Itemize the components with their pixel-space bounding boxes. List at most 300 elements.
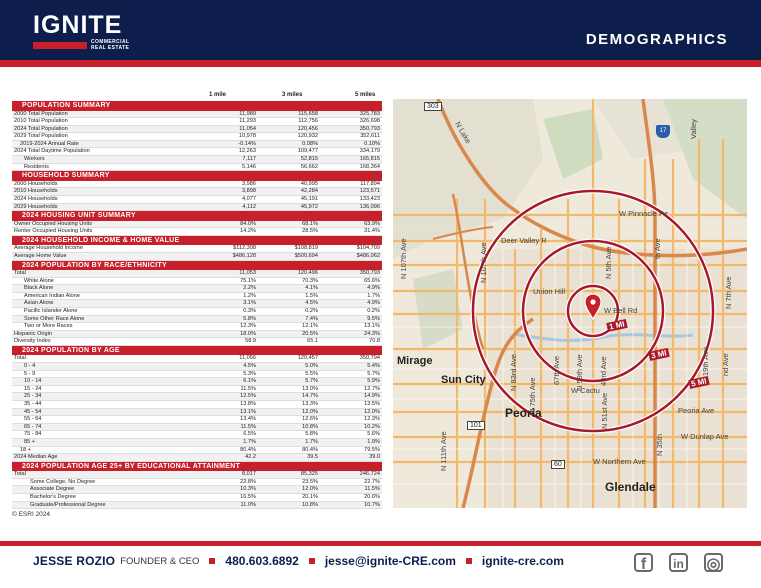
row-value: 56,662 bbox=[258, 163, 320, 171]
social-links bbox=[634, 553, 723, 572]
row-label: 2000 Total Population bbox=[12, 111, 196, 118]
section-title: HOUSEHOLD SUMMARY bbox=[12, 171, 382, 181]
map-city-mirage: Mirage bbox=[397, 355, 433, 367]
row-value: 2.2% bbox=[196, 285, 258, 293]
row-value: 39.0 bbox=[320, 454, 382, 462]
row-label: Pacific Islander Alone bbox=[12, 307, 196, 315]
row-value: 16.5% bbox=[196, 494, 258, 502]
row-value: 120,457 bbox=[258, 355, 320, 362]
row-value: -0.14% bbox=[196, 140, 258, 148]
row-value: 123,571 bbox=[320, 188, 382, 196]
row-value: 70.8 bbox=[320, 338, 382, 346]
column-header-1-mile: 1 mile bbox=[209, 92, 227, 98]
separator-square-icon bbox=[209, 558, 215, 564]
section-header bbox=[12, 461, 382, 471]
agent-name: JESSE ROZIO bbox=[33, 554, 116, 568]
table-row bbox=[12, 111, 382, 118]
row-value: 11,054 bbox=[196, 125, 258, 133]
row-value: 334,179 bbox=[320, 148, 382, 156]
table-row bbox=[12, 423, 382, 431]
row-value: 7.4% bbox=[258, 315, 320, 323]
row-label: 15 - 24 bbox=[12, 385, 196, 393]
row-label: Black Alone bbox=[12, 285, 196, 293]
row-value: 4,112 bbox=[196, 203, 258, 211]
table-row bbox=[12, 125, 382, 133]
row-label: 5 - 9 bbox=[12, 370, 196, 378]
row-label: Hispanic Origin bbox=[12, 330, 196, 338]
row-label: 10 - 14 bbox=[12, 378, 196, 386]
table-row bbox=[12, 245, 382, 252]
row-value: 11,056 bbox=[196, 355, 258, 362]
ring-label-3-miles: 3 MI bbox=[650, 348, 668, 361]
row-value: 136,096 bbox=[320, 203, 382, 211]
row-value: 13.1% bbox=[320, 323, 382, 331]
table-row bbox=[12, 370, 382, 378]
row-label: 25 - 34 bbox=[12, 393, 196, 401]
row-value: 79.5% bbox=[320, 446, 382, 454]
table-row bbox=[12, 188, 382, 196]
route-60-shield: 60 bbox=[551, 460, 565, 469]
page-title: DEMOGRAPHICS bbox=[585, 31, 728, 48]
row-value: 22.7% bbox=[320, 478, 382, 486]
table-row bbox=[12, 478, 382, 486]
row-value: 5.9% bbox=[320, 378, 382, 386]
map-city-peoria: Peoria bbox=[505, 406, 542, 420]
row-value: 20.1% bbox=[258, 494, 320, 502]
row-value: 5.6% bbox=[320, 431, 382, 439]
table-row bbox=[12, 203, 382, 211]
row-value: 1.5% bbox=[258, 292, 320, 300]
section-title: 2024 HOUSEHOLD INCOME & HOME VALUE bbox=[12, 235, 382, 245]
table-row bbox=[12, 300, 382, 308]
ring-label-5-miles: 5 MI bbox=[690, 376, 708, 389]
table-row bbox=[12, 401, 382, 409]
row-value: 40,995 bbox=[258, 181, 320, 188]
row-value: 115,658 bbox=[258, 111, 320, 118]
row-value: 12.0% bbox=[258, 486, 320, 494]
row-label: 2010 Households bbox=[12, 188, 196, 196]
row-value: 13.3% bbox=[258, 401, 320, 409]
row-label: Some Other Race Alone bbox=[12, 315, 196, 323]
row-value: 8,017 bbox=[196, 471, 258, 478]
row-value: 14.2% bbox=[196, 228, 258, 236]
row-value: 0.3% bbox=[196, 307, 258, 315]
map-label-5th: N 5th Ave bbox=[604, 246, 613, 279]
section-header bbox=[12, 171, 382, 181]
row-label: Residents bbox=[12, 163, 196, 171]
website-link[interactable]: ignite-cre.com bbox=[481, 554, 564, 568]
section-header bbox=[12, 235, 382, 245]
table-row bbox=[12, 446, 382, 454]
row-value: 10.7% bbox=[320, 501, 382, 509]
row-value: 11.0% bbox=[196, 501, 258, 509]
row-label: 2029 Total Population bbox=[12, 133, 196, 141]
ignite-logo bbox=[33, 11, 130, 51]
table-row bbox=[12, 408, 382, 416]
row-value: 1.2% bbox=[196, 292, 258, 300]
row-label: Graduate/Professional Degree bbox=[12, 501, 196, 509]
table-row bbox=[12, 393, 382, 401]
table-row bbox=[12, 431, 382, 439]
row-value: 14.7% bbox=[258, 393, 320, 401]
map-label-19th: 19th Ave bbox=[701, 346, 710, 376]
row-label: Some College, No Degree bbox=[12, 478, 196, 486]
section-title: 2024 POPULATION BY AGE bbox=[12, 345, 382, 355]
row-label: American Indian Alone bbox=[12, 292, 196, 300]
row-label: 75 - 84 bbox=[12, 431, 196, 439]
row-value: 13.8% bbox=[196, 401, 258, 409]
table-row bbox=[12, 486, 382, 494]
row-value: 4,077 bbox=[196, 195, 258, 203]
table-row bbox=[12, 454, 382, 462]
table-row bbox=[12, 338, 382, 346]
row-label: Owner Occupied Housing Units bbox=[12, 221, 196, 228]
table-row bbox=[12, 270, 382, 277]
row-label: Bachelor's Degree bbox=[12, 494, 196, 502]
row-value: 28.5% bbox=[258, 228, 320, 236]
row-value: 1.7% bbox=[320, 292, 382, 300]
map-label-43rd: 43rd Ave bbox=[599, 356, 608, 386]
map-label-northern: W Northern Ave bbox=[593, 457, 646, 466]
row-value: 65.6% bbox=[320, 277, 382, 285]
row-label: 2024 Median Age bbox=[12, 454, 196, 462]
section-title: 2024 POPULATION AGE 25+ BY EDUCATIONAL ATTAINMENT bbox=[12, 461, 382, 471]
table-row bbox=[12, 277, 382, 285]
row-value: 3.1% bbox=[196, 300, 258, 308]
row-value: 42.2 bbox=[196, 454, 258, 462]
row-value: 120,456 bbox=[258, 125, 320, 133]
row-value: 11.5% bbox=[196, 423, 258, 431]
section-title: 2024 HOUSING UNIT SUMMARY bbox=[12, 211, 382, 221]
footer-accent-bar bbox=[0, 541, 761, 546]
row-value: 168,364 bbox=[320, 163, 382, 171]
row-value: 11.5% bbox=[196, 385, 258, 393]
row-value: 4.9% bbox=[320, 285, 382, 293]
row-value: 325,783 bbox=[320, 111, 382, 118]
table-row bbox=[12, 323, 382, 331]
row-value: 42,284 bbox=[258, 188, 320, 196]
map-label-cactus: W Cactu bbox=[571, 386, 600, 395]
map-label-valley: Valley bbox=[689, 119, 698, 139]
row-value: $104,709 bbox=[320, 245, 382, 252]
row-label: Associate Degree bbox=[12, 486, 196, 494]
row-value: 5.3% bbox=[196, 370, 258, 378]
row-label: 2010 Total Population bbox=[12, 118, 196, 126]
row-label: 2024 Total Population bbox=[12, 125, 196, 133]
row-label: Renter Occupied Housing Units bbox=[12, 228, 196, 236]
row-value: $486,128 bbox=[196, 252, 258, 260]
row-value: 52,815 bbox=[258, 156, 320, 164]
row-value: 5.8% bbox=[258, 431, 320, 439]
table-row bbox=[12, 195, 382, 203]
row-value: 112,756 bbox=[258, 118, 320, 126]
phone-number[interactable]: 480.603.6892 bbox=[225, 554, 299, 568]
row-value: 10.8% bbox=[258, 423, 320, 431]
row-value: 246,724 bbox=[320, 471, 382, 478]
logo-word: IGNITE bbox=[33, 11, 123, 39]
ring-label-1-mile: 1 MI bbox=[608, 319, 626, 332]
map-label-pinnacle: W Pinnacle Pe bbox=[619, 209, 669, 218]
row-value: 1.9% bbox=[320, 438, 382, 446]
row-label: Total bbox=[12, 355, 196, 362]
row-value: 352,611 bbox=[320, 133, 382, 141]
row-value: 5.7% bbox=[320, 370, 382, 378]
row-label: 55 - 64 bbox=[12, 416, 196, 424]
row-label: Total bbox=[12, 270, 196, 277]
row-value: 80.4% bbox=[196, 446, 258, 454]
section-title: POPULATION SUMMARY bbox=[12, 101, 382, 111]
map-label-peoria-ave: Peoria Ave bbox=[678, 406, 715, 415]
map-label-35th: N 35th bbox=[655, 433, 664, 456]
table-row bbox=[12, 416, 382, 424]
row-value: 12.7% bbox=[320, 385, 382, 393]
row-value: 0.08% bbox=[258, 140, 320, 148]
row-value: 4.5% bbox=[196, 363, 258, 371]
map-label-dunlap: W Dunlap Ave bbox=[681, 432, 729, 441]
row-value: 70.3% bbox=[258, 277, 320, 285]
row-value: 58.9 bbox=[196, 338, 258, 346]
table-row bbox=[12, 148, 382, 156]
row-value: 10,978 bbox=[196, 133, 258, 141]
instagram-icon[interactable]: ◎ bbox=[704, 553, 723, 572]
row-value: 5.5% bbox=[258, 370, 320, 378]
map-city-sun-city: Sun City bbox=[441, 374, 486, 386]
row-value: 39.5 bbox=[258, 454, 320, 462]
row-value: 20.5% bbox=[258, 330, 320, 338]
row-value: 5,146 bbox=[196, 163, 258, 171]
row-label: Total bbox=[12, 471, 196, 478]
row-value: 0.10% bbox=[320, 140, 382, 148]
table-row bbox=[12, 355, 382, 362]
row-value: 13.0% bbox=[258, 385, 320, 393]
row-value: 9.5% bbox=[320, 315, 382, 323]
row-value: 45,191 bbox=[258, 195, 320, 203]
row-value: 12.0% bbox=[258, 408, 320, 416]
section-header bbox=[12, 345, 382, 355]
separator-square-icon bbox=[309, 558, 315, 564]
row-label: 0 - 4 bbox=[12, 363, 196, 371]
section-header bbox=[12, 260, 382, 270]
row-value: $112,308 bbox=[196, 245, 258, 252]
row-value: 120,932 bbox=[258, 133, 320, 141]
row-value: 1.7% bbox=[196, 438, 258, 446]
row-value: 11,989 bbox=[196, 111, 258, 118]
row-label: 2029 Households bbox=[12, 203, 196, 211]
row-value: 45,972 bbox=[258, 203, 320, 211]
row-label: 85 + bbox=[12, 438, 196, 446]
row-value: 11,293 bbox=[196, 118, 258, 126]
table-row bbox=[12, 181, 382, 188]
row-value: 165,815 bbox=[320, 156, 382, 164]
table-row bbox=[12, 252, 382, 260]
row-label: Average Home Value bbox=[12, 252, 196, 260]
table-row bbox=[12, 385, 382, 393]
map-label-nd-ave: nd Ave bbox=[721, 353, 730, 376]
map-label-bell-rd: W Bell Rd bbox=[604, 306, 638, 315]
row-value: 10.3% bbox=[196, 486, 258, 494]
header-accent-bar bbox=[0, 60, 761, 67]
row-value: 3,898 bbox=[196, 188, 258, 196]
facebook-icon[interactable]: f bbox=[634, 553, 653, 572]
row-value: 12.6% bbox=[258, 416, 320, 424]
row-label: Average Household Income bbox=[12, 245, 196, 252]
map-label-111th: N 111th Ave bbox=[439, 431, 448, 471]
row-value: 10.8% bbox=[258, 501, 320, 509]
row-value: 350,793 bbox=[320, 270, 382, 277]
row-value: 326,698 bbox=[320, 118, 382, 126]
table-row bbox=[12, 307, 382, 315]
map-label-union-hills: Union Hill bbox=[533, 287, 566, 296]
row-value: 4.1% bbox=[258, 285, 320, 293]
agent-role: FOUNDER & CEO bbox=[120, 555, 200, 567]
separator-square-icon bbox=[466, 558, 472, 564]
row-value: 4.9% bbox=[320, 300, 382, 308]
row-value: 120,496 bbox=[258, 270, 320, 277]
route-303-shield: 303 bbox=[424, 102, 442, 111]
row-value: 75.1% bbox=[196, 277, 258, 285]
row-value: $108,819 bbox=[258, 245, 320, 252]
row-value: 65.1 bbox=[258, 338, 320, 346]
row-value: 12.0% bbox=[320, 408, 382, 416]
table-row bbox=[12, 221, 382, 228]
map-label-83rd: N 83rd Ave bbox=[509, 354, 518, 391]
row-value: 31.4% bbox=[320, 228, 382, 236]
row-label: 2024 Households bbox=[12, 195, 196, 203]
map-label-75th: N 75th Ave bbox=[528, 377, 537, 414]
row-label: Two or More Races bbox=[12, 323, 196, 331]
table-row bbox=[12, 156, 382, 164]
table-row bbox=[12, 363, 382, 371]
row-label: White Alone bbox=[12, 277, 196, 285]
email-link[interactable]: jesse@ignite-CRE.com bbox=[324, 554, 456, 568]
table-row bbox=[12, 292, 382, 300]
row-label: 65 - 74 bbox=[12, 423, 196, 431]
row-label: 2000 Households bbox=[12, 181, 196, 188]
row-value: 109,477 bbox=[258, 148, 320, 156]
table-row bbox=[12, 140, 382, 148]
row-value: 3,986 bbox=[196, 181, 258, 188]
row-value: 11,053 bbox=[196, 270, 258, 277]
map-label-107th: N 107th Ave bbox=[399, 238, 408, 279]
row-value: 5.8% bbox=[196, 315, 258, 323]
row-value: 13.5% bbox=[320, 401, 382, 409]
copyright-notice: © ESRI 2024 bbox=[12, 511, 51, 518]
row-value: 1.7% bbox=[258, 438, 320, 446]
row-value: 84.0% bbox=[196, 221, 258, 228]
row-value: 14.9% bbox=[320, 393, 382, 401]
row-value: $486,062 bbox=[320, 252, 382, 260]
demographics-table bbox=[12, 101, 382, 509]
table-row bbox=[12, 228, 382, 236]
linkedin-icon[interactable]: in bbox=[669, 553, 688, 572]
row-value: $500,694 bbox=[258, 252, 320, 260]
row-value: 63.9% bbox=[320, 221, 382, 228]
row-value: 12,263 bbox=[196, 148, 258, 156]
row-value: 117,894 bbox=[320, 181, 382, 188]
map-label-67th: 67th Ave bbox=[552, 355, 561, 385]
table-row bbox=[12, 118, 382, 126]
row-label: 35 - 44 bbox=[12, 401, 196, 409]
row-label: 45 - 54 bbox=[12, 408, 196, 416]
row-value: 4.5% bbox=[258, 300, 320, 308]
row-value: 12.1% bbox=[258, 323, 320, 331]
row-value: 22.8% bbox=[196, 478, 258, 486]
row-value: 12.3% bbox=[320, 416, 382, 424]
table-row bbox=[12, 315, 382, 323]
row-label: 18 + bbox=[12, 446, 196, 454]
map-label-th-ave: th Ave bbox=[653, 238, 662, 259]
table-row bbox=[12, 285, 382, 293]
section-header bbox=[12, 211, 382, 221]
table-row bbox=[12, 133, 382, 141]
row-value: 0.2% bbox=[258, 307, 320, 315]
row-value: 12.5% bbox=[196, 393, 258, 401]
row-value: 18.0% bbox=[196, 330, 258, 338]
map-label-51st: N 51st Ave bbox=[600, 392, 609, 429]
column-header-5-miles: 5 miles bbox=[355, 92, 376, 98]
row-value: 350,793 bbox=[320, 125, 382, 133]
row-value: 24.3% bbox=[320, 330, 382, 338]
map-label-ave-107-b: N 107th Ave bbox=[479, 242, 488, 283]
row-value: 6.1% bbox=[196, 378, 258, 386]
logo-red-stripe bbox=[33, 42, 87, 49]
map-city-glendale: Glendale bbox=[605, 480, 656, 494]
row-value: 133,423 bbox=[320, 195, 382, 203]
table-row bbox=[12, 163, 382, 171]
row-value: 5.0% bbox=[258, 363, 320, 371]
row-value: 68.1% bbox=[258, 221, 320, 228]
row-value: 85,325 bbox=[258, 471, 320, 478]
row-label: Workers bbox=[12, 156, 196, 164]
table-row bbox=[12, 471, 382, 478]
route-101-shield: 101 bbox=[467, 421, 485, 430]
interstate-17-shield: 17 bbox=[656, 125, 670, 138]
table-row bbox=[12, 494, 382, 502]
table-row bbox=[12, 438, 382, 446]
row-value: 13.1% bbox=[196, 408, 258, 416]
row-value: 6.5% bbox=[196, 431, 258, 439]
table-row bbox=[12, 501, 382, 509]
row-value: 7,117 bbox=[196, 156, 258, 164]
row-value: 12.3% bbox=[196, 323, 258, 331]
row-value: 5.4% bbox=[320, 363, 382, 371]
row-value: 20.6% bbox=[320, 494, 382, 502]
map-label-lake: N Lake bbox=[453, 120, 473, 146]
logo-subtitle: COMMERCIAL REAL ESTATE bbox=[91, 39, 130, 51]
table-row bbox=[12, 378, 382, 386]
section-header bbox=[12, 101, 382, 111]
table-row bbox=[12, 330, 382, 338]
radius-map[interactable] bbox=[393, 99, 747, 508]
column-header-3-miles: 3 miles bbox=[282, 92, 303, 98]
row-value: 11.5% bbox=[320, 486, 382, 494]
row-value: 23.5% bbox=[258, 478, 320, 486]
row-value: 13.4% bbox=[196, 416, 258, 424]
row-value: 5.7% bbox=[258, 378, 320, 386]
row-label: 2019-2024 Annual Rate bbox=[12, 140, 196, 148]
map-label-deer-valley: Deer Valley R bbox=[501, 236, 547, 245]
section-title: 2024 POPULATION BY RACE/ETHNICITY bbox=[12, 260, 382, 270]
row-value: 0.2% bbox=[320, 307, 382, 315]
map-label-7th: N 7th Ave bbox=[724, 276, 733, 309]
row-label: 2024 Total Daytime Population bbox=[12, 148, 196, 156]
row-value: 10.2% bbox=[320, 423, 382, 431]
row-label: Diversity Index bbox=[12, 338, 196, 346]
row-value: 80.4% bbox=[258, 446, 320, 454]
map-label-59th: N 59th Ave bbox=[575, 354, 584, 391]
contact-bar bbox=[33, 554, 564, 568]
row-label: Asian Alone bbox=[12, 300, 196, 308]
